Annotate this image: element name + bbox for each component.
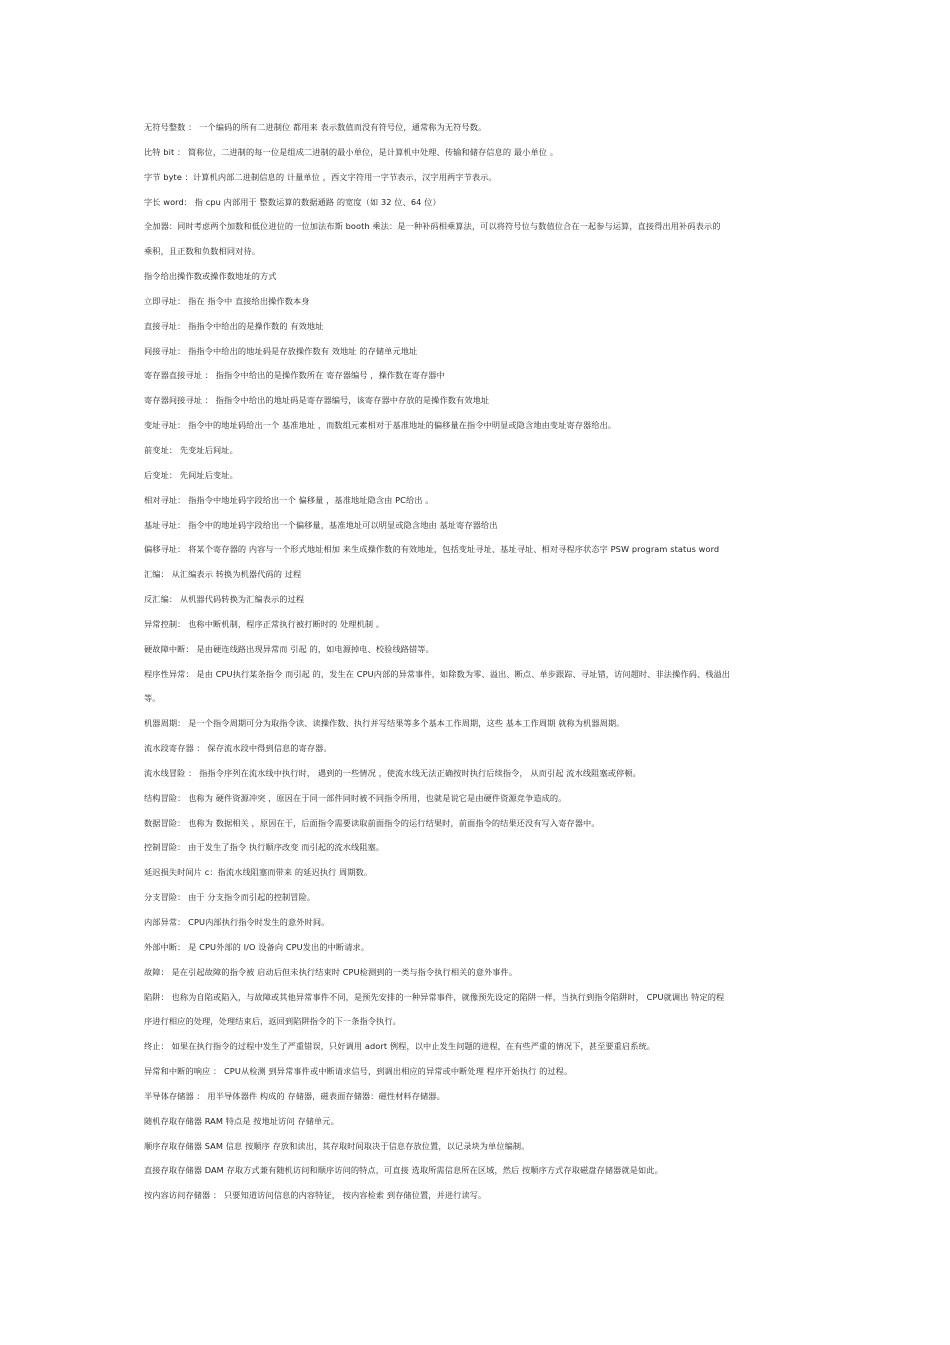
text-line: 按内容访问存储器 ： 只要知道访问信息的内容特征， 按内容检索 到存储位置，并进行读写。: [144, 1190, 487, 1201]
text-line: 异常控制： 也称中断机制，程序正常执行被打断时的 处理机制 。: [144, 618, 385, 629]
text-line: 寄存器间接寻址 ： 指指令中给出的地址码是寄存器编号，该寄存器中存放的是操作数有效地址: [144, 395, 490, 406]
text-line: 前变址： 先变址后间址。: [144, 444, 238, 455]
text-line: 比特 bit ： 简称位，二进制的每一位是组成二进制的最小单位，是计算机中处理、传输和储存信息的 最小单位 。: [144, 146, 559, 157]
text-line: 陷阱： 也称为自陷或陷入，与故障或其他异常事件不同，是预先安排的一种异常事件，就像预先设定的陷阱一样，当执行到指令陷阱时， CPU就调出 特定的程: [144, 991, 725, 1002]
text-line: 终止： 如果在执行指令的过程中发生了严重错误，只好调用 adort 例程，以中止发生问题的进程，在有些严重的情况下，甚至要重启系统。: [144, 1041, 656, 1052]
text-line: 数据冒险： 也称为 数据相关 ，原因在于，后面指令需要读取前面指令的运行结果时，前面指令的结果还没有写入寄存器中。: [144, 817, 600, 828]
text-line: 字节 byte ：计算机内部二进制信息的 计量单位 ，西文字符用一字节表示，汉字用两字节表示。: [144, 171, 497, 182]
text-line: 后变址： 先间址后变址。: [144, 469, 238, 480]
text-line: 间接寻址： 指指令中给出的地址码是存放操作数有 效地址 的存储单元地址: [144, 345, 418, 356]
text-line: 汇编： 从汇编表示 转换为机器代码的 过程: [144, 569, 302, 580]
text-line: 等。: [144, 693, 161, 704]
text-line: 异常和中断的响应 ： CPU从检测 到异常事件或中断请求信号，到调出相应的异常或中断处理 程序开始执行 的过程。: [144, 1066, 573, 1077]
text-line: 随机存取存储器 RAM 特点是 按地址访问 存储单元。: [144, 1115, 339, 1126]
text-line: 控制冒险： 由于发生了指令 执行顺序改变 而引起的流水线阻塞。: [144, 842, 385, 853]
text-line: 变址寻址： 指令中的地址码给出一个 基准地址 ，而数组元素相对于基准地址的偏移量在指令中明显或隐含地由变址寄存器给出。: [144, 420, 617, 431]
text-line: 机器周期： 是一个指令周期可分为取指令读、读操作数、执行并写结果等多个基本工作周期，这些 基本工作周期 就称为机器周期。: [144, 718, 625, 729]
text-line: 外部中断： 是 CPU外部的 I/O 设备向 CPU发出的中断请求。: [144, 941, 370, 952]
text-line: 基址寻址： 指令中的地址码字段给出一个偏移量，基准地址可以明显或隐含地由 基址寄存器给出: [144, 519, 498, 530]
text-line: 字长 word： 指 cpu 内部用于 整数运算的数据通路 的宽度（如 32 位、64 位）: [144, 196, 441, 207]
text-line: 直接寻址： 指指令中给出的是操作数的 有效地址: [144, 320, 324, 331]
text-line: 全加器：同时考虑两个加数和低位进位的一位加法布斯 booth 乘法：是一种补码相乘算法，可以将符号位与数值位合在一起参与运算，直接得出用补码表示的: [144, 221, 721, 232]
text-line: 指令给出操作数或操作数地址的方式: [144, 271, 277, 282]
text-line: 立即寻址： 指在 指令中 直接给出操作数本身: [144, 295, 310, 306]
text-line: 反汇编： 从机器代码转换为汇编表示的过程: [144, 594, 305, 605]
text-line: 故障： 是在引起故障的指令被 启动后但未执行结束时 CPU检测到的一类与指令执行相关的意外事件。: [144, 966, 518, 977]
text-line: 流水段寄存器 ： 保存流水段中得到信息的寄存器。: [144, 743, 332, 754]
text-line: 序进行相应的处理，处理结束后，返回到陷阱指令的下一条指令执行。: [144, 1016, 401, 1027]
text-line: 相对寻址： 指指令中地址码字段给出一个 偏移量 ，基准地址隐含由 PC给出 。: [144, 494, 434, 505]
text-line: 顺序存取存储器 SAM 信息 按顺序 存放和读出，其存取时间取决于信息存放位置，以记录块为单位编制。: [144, 1140, 530, 1151]
text-line: 乘积，且正数和负数相同对待。: [144, 246, 261, 257]
text-line: 偏移寻址： 将某个寄存器的 内容与一个形式地址相加 来生成操作数的有效地址，包括变址寻址、基址寻址、相对寻程序状态字 PSW program status word: [144, 544, 720, 555]
text-line: 直接存取存储器 DAM 存取方式兼有随机访问和顺序访问的特点，可直接 选取所需信息所在区域，然后 按顺序方式存取磁盘存储器就是如此。: [144, 1165, 663, 1176]
text-line: 程序性异常： 是由 CPU执行某条指令 而引起 的，发生在 CPU内部的异常事件，如除数为零、溢出、断点、单步跟踪、寻址错，访问超时、非法操作码、栈溢出: [144, 668, 731, 679]
text-line: 延迟损失时间片 c：指流水线阻塞而带来 的延迟执行 周期数。: [144, 867, 373, 878]
text-line: 寄存器直接寻址 ： 指指令中给出的是操作数所在 寄存器编号 ，操作数在寄存器中: [144, 370, 445, 381]
text-line: 流水线冒险 ： 指指令序列在流水线中执行时， 遇到的一些情况 ，使流水线无法正确按时执行后续指令， 从而引起 流水线阻塞或停顿。: [144, 767, 641, 778]
text-line: 无符号整数 ： 一个编码的所有二进制位 都用来 表示数值而没有符号位，通常称为无符号数。: [144, 122, 487, 132]
text-line: 硬故障中断： 是由硬连线路出现异常而 引起 的，如电源掉电、校验线路错等。: [144, 643, 434, 654]
text-line: 内部异常： CPU内部执行指令时发生的意外时间。: [144, 917, 330, 927]
text-line: 分支冒险： 由于 分支指令而引起的控制冒险。: [144, 892, 316, 903]
document-body: [144, 118, 814, 1211]
text-line: 半导体存储器 ： 用半导体器件 构成的 存储器，磁表面存储器：磁性材料存储器。: [144, 1090, 445, 1101]
text-line: 结构冒险： 也称为 硬件资源冲突 ，原因在于同一部件同时被不同指令所用，也就是说它是由硬件资源竞争造成的。: [144, 792, 567, 803]
